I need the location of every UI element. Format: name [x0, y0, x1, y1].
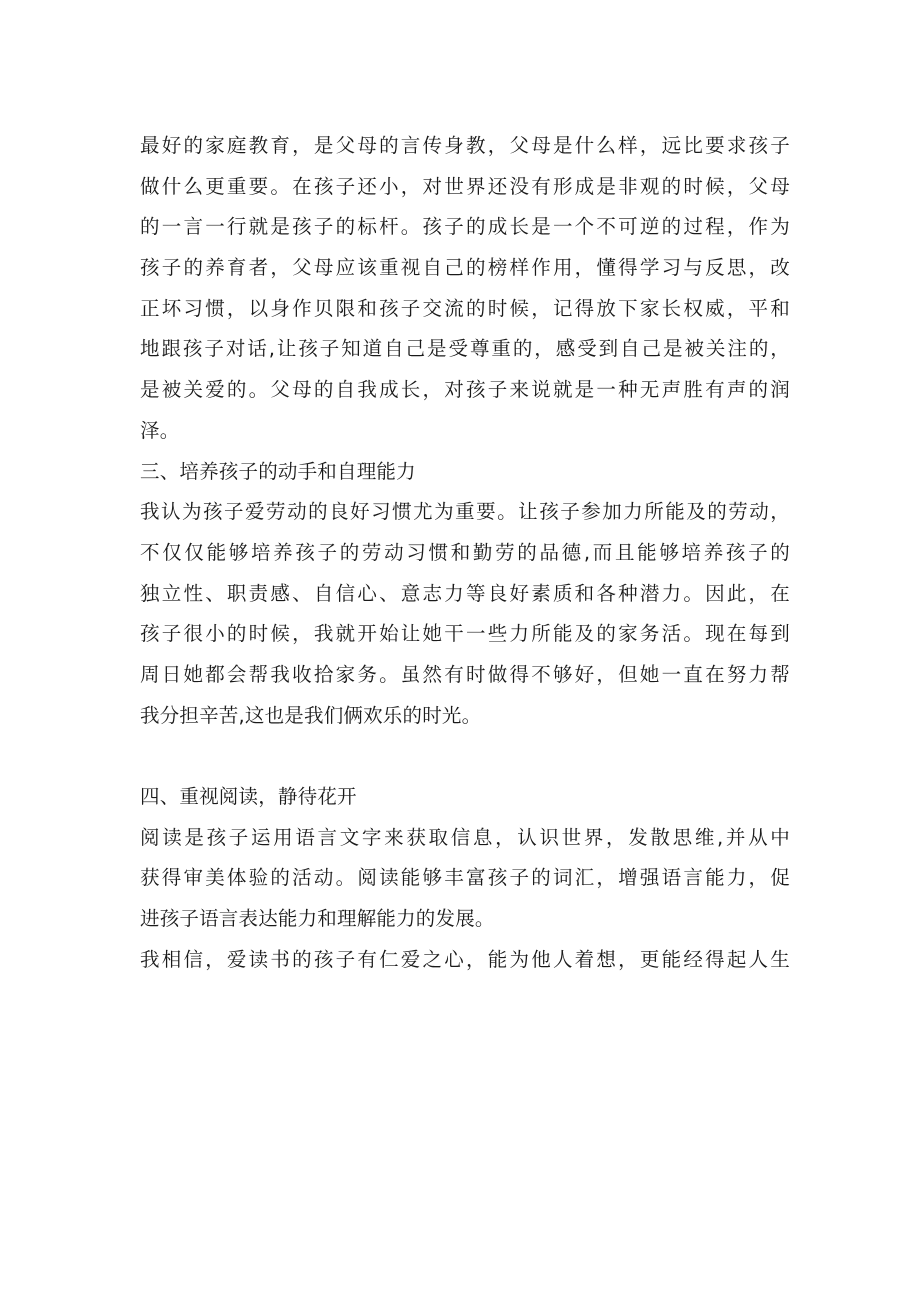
text-line: 正坏习惯，以身作贝限和孩子交流的时候，记得放下家长权威，平和	[140, 296, 790, 320]
paragraph-housework	[140, 492, 790, 736]
text-line: 周日她都会帮我收拾家务。虽然有时做得不够好，但她一直在努力帮	[140, 662, 790, 686]
text-line: 泽。	[140, 418, 180, 442]
text-line: 进孩子语言表达能力和理解能力的发展。	[140, 907, 495, 931]
section-heading-4: 四、重视阅读，静待花开	[140, 785, 357, 808]
blank-line	[140, 736, 790, 777]
text-line: 最好的家庭教育，是父母的言传身教，父母是什么样，远比要求孩子	[140, 134, 790, 157]
text-line: 我相信，爱读书的孩子有仁爱之心，能为他人着想，更能经得起人生	[140, 947, 790, 971]
document-body	[140, 126, 790, 980]
text-line: 是被关爱的。父母的自我成长，对孩子来说就是一种无声胜有声的润	[140, 378, 790, 402]
section-heading-3: 三、培养孩子的动手和自理能力	[140, 459, 416, 483]
text-line: 我分担辛苦,这也是我们俩欢乐的时光。	[140, 703, 482, 727]
paragraph-family-role-model	[140, 126, 790, 452]
text-line: 独立性、职责感、自信心、意志力等良好素质和各种潜力。因此，在	[140, 581, 790, 605]
text-line: 孩子的养育者，父母应该重视自己的榜样作用，懂得学习与反思，改	[140, 256, 790, 280]
text-line: 做什么更重要。在孩子还小，对世界还没有形成是非观的时候，父母	[140, 174, 790, 198]
paragraph-reading	[140, 818, 790, 940]
paragraph-belief	[140, 940, 790, 981]
text-line: 获得审美体验的活动。阅读能够丰富孩子的词汇，增强语言能力，促	[140, 866, 790, 890]
text-line: 的一言一行就是孩子的标杆。孩子的成长是一个不可逆的过程，作为	[140, 215, 790, 239]
text-line: 我认为孩子爱劳动的良好习惯尤为重要。让孩子参加力所能及的劳动，	[140, 500, 790, 524]
text-line: 不仅仅能够培养孩子的劳动习惯和勤劳的品德,而且能够培养孩子的	[140, 540, 790, 564]
text-line: 孩子很小的时候，我就开始让她干一些力所能及的家务活。现在每到	[140, 622, 790, 646]
text-line: 地跟孩子对话,让孩子知道自己是受尊重的，感受到自己是被关注的，	[140, 337, 790, 361]
text-line: 阅读是孩子运用语言文字来获取信息，认识世界，发散思维,并从中	[140, 825, 790, 849]
